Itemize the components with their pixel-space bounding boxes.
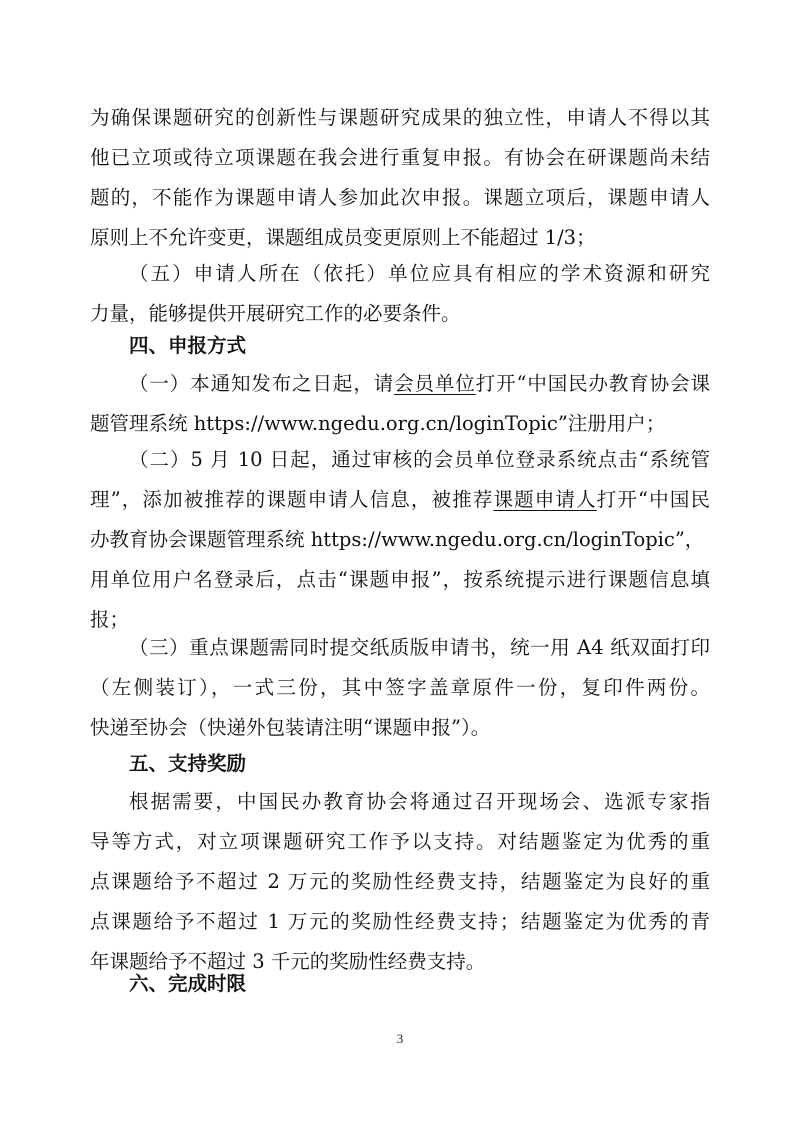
underlined-applicant: 课题申请人 — [493, 488, 597, 511]
text-line — [90, 480, 710, 520]
text-line: 题管理系统 https://www.ngedu.org.cn/loginTopic”注册用户； — [90, 412, 666, 435]
text-segment: 打开“中国民 — [596, 488, 710, 511]
text-line: （左侧装订），一式三份，其中签字盖章原件一份，复印件两份。 — [90, 676, 710, 699]
text-line: 用单位用户名登录后，点击“课题申报”，按系统提示进行课题信息填 — [90, 568, 710, 591]
text-line: 他已立项或待立项课题在我会进行重复申报。有协会在研课题尚未结 — [90, 146, 710, 169]
paragraph-method-3 — [90, 628, 710, 748]
underlined-member-unit: 会员单位 — [394, 372, 476, 395]
text-line: 快递至协会（快递外包装请注明“课题申报”）。 — [90, 716, 491, 739]
page-number: 3 — [396, 1031, 404, 1046]
text-line: （五）申请人所在（依托）单位应具有相应的学术资源和研究 — [129, 262, 710, 285]
text-line: 点课题给予不超过 2 万元的奖励性经费支持，结题鉴定为良好的重 — [90, 870, 710, 893]
text-line: 题的，不能作为课题申请人参加此次申报。课题立项后，课题申请人 — [90, 186, 710, 209]
section-heading-deadline: 六、完成时限 — [129, 972, 247, 995]
paragraph-originality — [90, 98, 710, 258]
paragraph-rewards — [90, 782, 710, 982]
text-line: （二）5 月 10 日起，通过审核的会员单位登录系统点击“系统管 — [129, 448, 710, 471]
text-line — [90, 364, 710, 404]
text-line: 报； — [90, 608, 130, 631]
text-line: 力量，能够提供开展研究工作的必要条件。 — [90, 302, 461, 325]
text-line: （三）重点课题需同时提交纸质版申请书，统一用 A4 纸双面打印 — [129, 636, 710, 659]
text-line: 导等方式，对立项课题研究工作予以支持。对结题鉴定为优秀的重 — [90, 830, 710, 853]
section-heading-support-rewards: 五、支持奖励 — [129, 752, 247, 775]
paragraph-item-5 — [90, 254, 710, 334]
text-segment: 理”，添加被推荐的课题申请人信息，被推荐 — [90, 488, 494, 511]
text-line: 办教育协会课题管理系统 https://www.ngedu.org.cn/loginTopic”， — [90, 528, 705, 551]
text-segment: 打开“中国民办教育协会课 — [475, 372, 710, 395]
paragraph-method-1 — [90, 364, 710, 444]
text-line: 点课题给予不超过 1 万元的奖励性经费支持；结题鉴定为优秀的青 — [90, 910, 710, 933]
text-line: 为确保课题研究的创新性与课题研究成果的独立性，申请人不得以其 — [90, 106, 710, 129]
paragraph-method-2 — [90, 440, 710, 640]
text-line: 年课题给予不超过 3 千元的奖励性经费支持。 — [90, 950, 486, 973]
text-line: 根据需要，中国民办教育协会将通过召开现场会、选派专家指 — [129, 790, 710, 813]
text-line: 原则上不允许变更，课题组成员变更原则上不能超过 1/3； — [90, 226, 596, 249]
text-segment: （一）本通知发布之日起，请 — [129, 372, 395, 395]
section-heading-application-method: 四、申报方式 — [129, 334, 247, 357]
